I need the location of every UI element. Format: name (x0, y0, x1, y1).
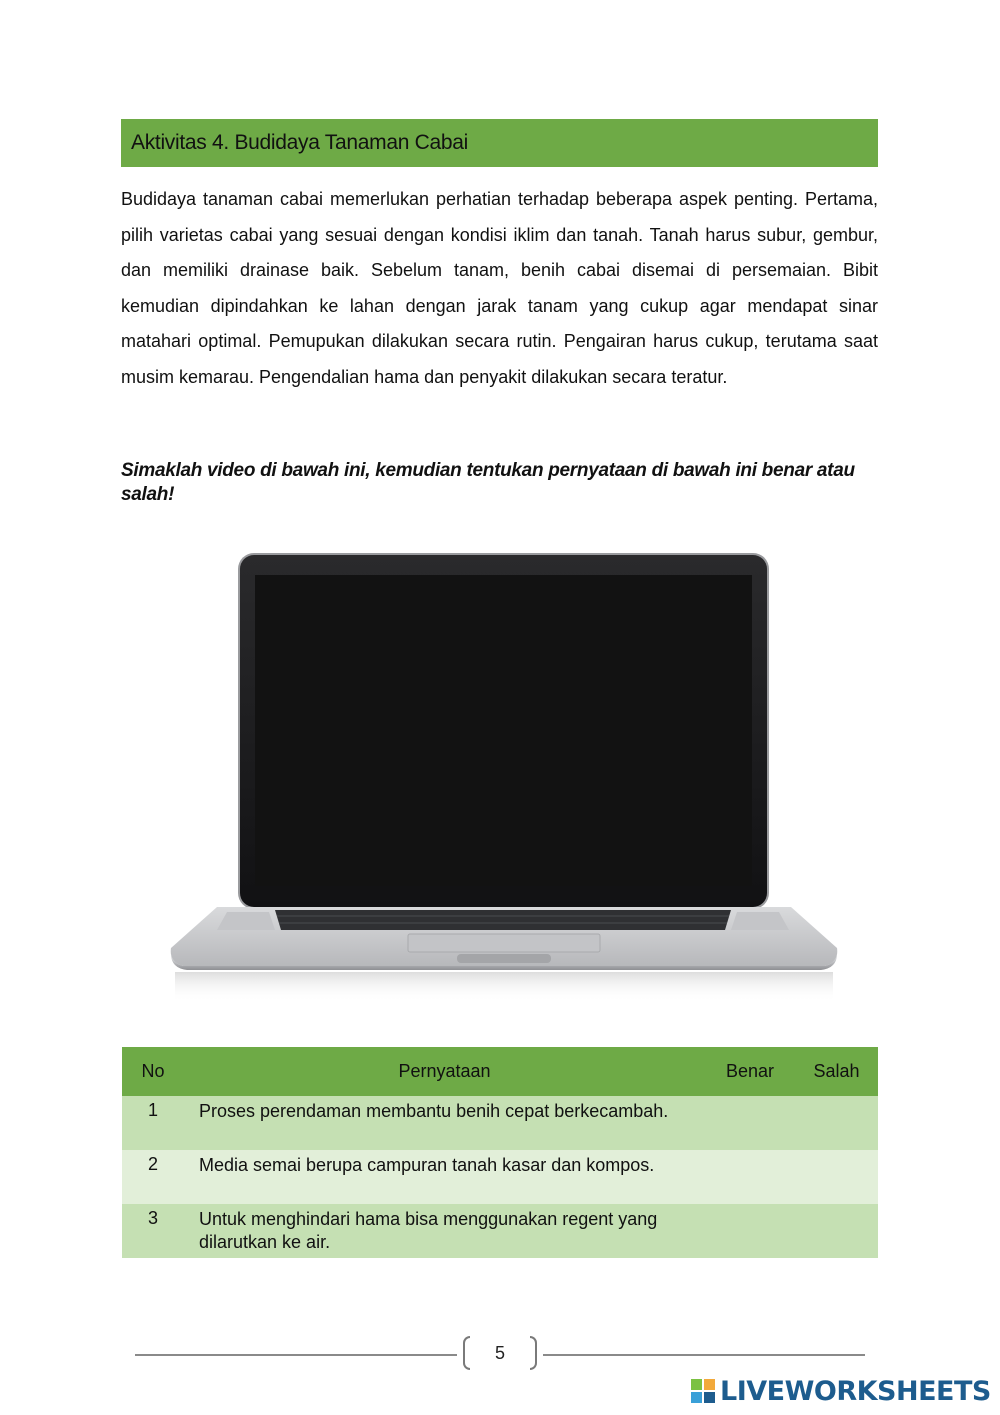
true-answer-cell[interactable] (705, 1096, 795, 1150)
table-header-row (122, 1047, 878, 1096)
row-statement: Media semai berupa campuran tanah kasar dan kompos. (184, 1150, 705, 1204)
page-bracket-left (463, 1336, 470, 1370)
true-answer-cell[interactable] (705, 1204, 795, 1258)
false-answer-cell[interactable] (795, 1204, 878, 1258)
instruction-text: Simaklah video di bawah ini, kemudian tentukan pernyataan di bawah ini benar atau salah! (121, 460, 855, 505)
section-title: Aktivitas 4. Budidaya Tanaman Cabai (131, 131, 468, 154)
body-paragraph: Budidaya tanaman cabai memerlukan perhatian terhadap beberapa aspek penting. Pertama, pilih varietas cabai yang sesuai dengan kondisi iklim dan tanah. Tanah harus subur, gembur, dan memiliki drainase baik. Sebelum tanam, benih cabai disemai di persemaian. Bibit kemudian dipindahkan ke lahan dengan jarak tanam yang cukup agar mendapat sinar matahari optimal. Pemupukan dilakukan secara rutin. Pengairan harus cukup, terutama saat musim kemarau. Pengendalian hama dan penyakit dilakukan secara teratur. (121, 189, 878, 387)
footer-divider-left (135, 1354, 457, 1356)
row-number: 1 (122, 1096, 184, 1150)
header-true: Benar (705, 1047, 795, 1096)
table-row (122, 1150, 878, 1204)
video-screen (255, 575, 752, 886)
header-statement: Pernyataan (184, 1047, 705, 1096)
row-statement: Untuk menghindari hama bisa menggunakan regent yang dilarutkan ke air. (184, 1204, 705, 1258)
row-statement: Proses perendaman membantu benih cepat berkecambah. (184, 1096, 705, 1150)
table-row (122, 1204, 878, 1258)
true-answer-cell[interactable] (705, 1150, 795, 1204)
speaker-right (731, 912, 789, 930)
video-laptop-frame[interactable] (165, 550, 843, 1010)
false-answer-cell[interactable] (795, 1150, 878, 1204)
header-no: No (122, 1047, 184, 1096)
row-number: 3 (122, 1204, 184, 1258)
keyboard (275, 910, 731, 930)
liveworksheets-logo-icon (690, 1378, 716, 1404)
false-answer-cell[interactable] (795, 1096, 878, 1150)
watermark-text: LIVEWORKSHEETS (720, 1375, 991, 1407)
table-row (122, 1096, 878, 1150)
speaker-left (217, 912, 275, 930)
trackpad (408, 934, 600, 952)
page-bracket-right (530, 1336, 537, 1370)
section-header (121, 119, 878, 167)
page-number: 5 (494, 1343, 505, 1363)
row-number: 2 (122, 1150, 184, 1204)
header-false: Salah (795, 1047, 878, 1096)
liveworksheets-watermark (690, 1373, 991, 1409)
statement-table (122, 1047, 878, 1258)
footer-divider-right (543, 1354, 865, 1356)
lid-notch (457, 954, 551, 963)
